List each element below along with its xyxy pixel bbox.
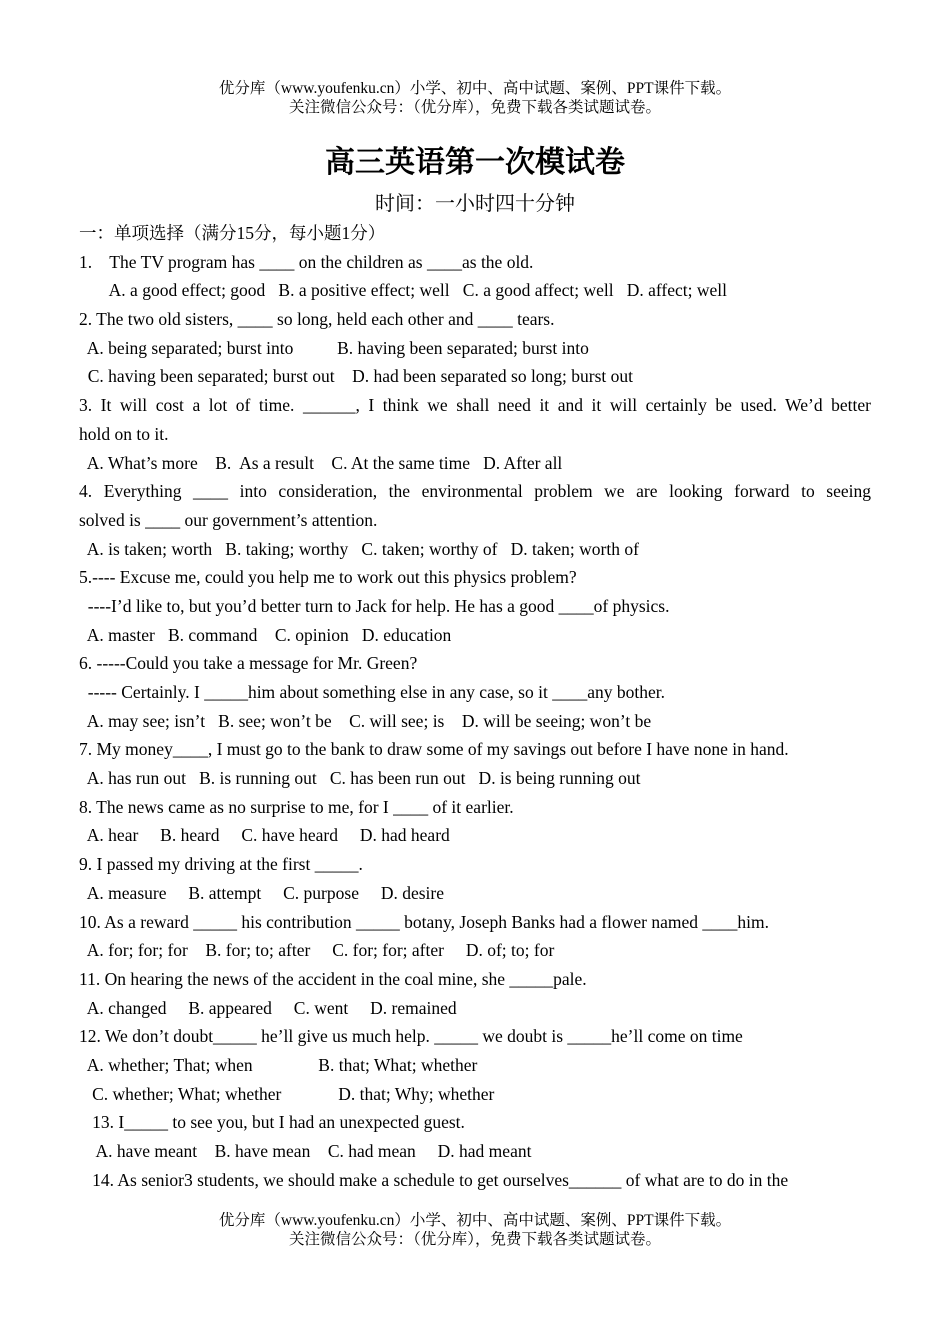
question-7-options: A. has run out B. is running out C. has been run out D. is being running out <box>79 768 641 789</box>
question-10: 10. As a reward _____ his contribution _____ botany, Joseph Banks had a flower named ____him. <box>79 911 770 932</box>
question-6: 6. -----Could you take a message for Mr. Green? <box>79 653 418 674</box>
exam-duration: 时间：一小时四十分钟 <box>375 193 575 215</box>
question-12-options-cd: C. whether; What; whether D. that; Why; whether <box>79 1083 495 1104</box>
question-5: 5.---- Excuse me, could you help me to work out this physics problem? <box>79 567 577 588</box>
header-line-1: 优分库（www.youfenku.cn）小学、初中、高中试题、案例、PPT课件下载。 <box>218 80 732 97</box>
question-2-options-cd: C. having been separated; burst out D. had been separated so long; burst out <box>79 366 634 387</box>
question-3-cont: hold on to it. <box>79 423 169 444</box>
page-header <box>0 79 950 117</box>
question-1-options: A. a good effect; good B. a positive effect; well C. a good affect; well D. affect; well <box>79 280 727 301</box>
question-3: 3. It will cost a lot of time. ______, I think we shall need it and it will certainly be used. We’d better <box>79 395 871 416</box>
question-12-options-ab: A. whether; That; when B. that; What; whether <box>79 1054 478 1075</box>
question-6-reply: ----- Certainly. I _____him about something else in any case, so it ____any bother. <box>79 682 665 702</box>
question-8: 8. The news came as no surprise to me, for I ____ of it earlier. <box>79 796 514 817</box>
question-12: 12. We don’t doubt_____ he’ll give us much help. _____ we doubt is _____he’ll come on time <box>79 1026 743 1047</box>
header-line-2: 关注微信公众号：（优分库），免费下载各类试题试卷。 <box>288 99 661 116</box>
question-7: 7. My money____, I must go to the bank to draw some of my savings out before I have none in hand. <box>79 739 789 760</box>
question-3-options: A. What’s more B. As a result C. At the same time D. After all <box>79 452 563 473</box>
question-4-options: A. is taken; worth B. taking; worthy C. taken; worthy of D. taken; worth of <box>79 538 639 559</box>
question-14: 14. As senior3 students, we should make a schedule to get ourselves______ of what are to do in the <box>79 1169 789 1190</box>
question-4: 4. Everything ____ into consideration, the environmental problem we are looking forward to seeing <box>79 481 871 502</box>
question-11: 11. On hearing the news of the accident in the coal mine, she _____pale. <box>79 968 587 989</box>
question-9: 9. I passed my driving at the first _____. <box>79 854 363 875</box>
section-heading: 一：单项选择（满分15分，每小题1分） <box>79 223 386 243</box>
question-2-options-ab: A. being separated; burst into B. having been separated; burst into <box>79 337 589 358</box>
question-2: 2. The two old sisters, ____ so long, held each other and ____ tears. <box>79 309 555 330</box>
question-5-reply: ----I’d like to, but you’d better turn to Jack for help. He has a good ____of physics. <box>79 595 670 616</box>
footer-line-2: 关注微信公众号：（优分库），免费下载各类试题试卷。 <box>288 1231 661 1248</box>
question-13: 13. I_____ to see you, but I had an unexpected guest. <box>79 1112 465 1133</box>
question-9-options: A. measure B. attempt C. purpose D. desire <box>79 882 445 903</box>
question-5-options: A. master B. command C. opinion D. education <box>79 624 452 645</box>
question-list <box>79 219 871 1194</box>
question-10-options: A. for; for; for B. for; to; after C. for; for; after D. of; to; for <box>79 940 555 961</box>
exam-title: 高三英语第一次模试卷 <box>325 145 625 180</box>
question-13-options: A. have meant B. have mean C. had mean D. had meant <box>79 1141 532 1161</box>
question-6-options: A. may see; isn’t B. see; won’t be C. will see; is D. will be seeing; won’t be <box>79 710 652 731</box>
question-8-options: A. hear B. heard C. have heard D. had heard <box>79 825 450 846</box>
question-4-cont: solved is ____ our government’s attention. <box>79 509 378 530</box>
question-11-options: A. changed B. appeared C. went D. remained <box>79 997 457 1018</box>
page-footer <box>0 1211 950 1249</box>
question-1: 1. The TV program has ____ on the children as ____as the old. <box>79 251 534 272</box>
footer-line-1: 优分库（www.youfenku.cn）小学、初中、高中试题、案例、PPT课件下载。 <box>218 1212 732 1229</box>
